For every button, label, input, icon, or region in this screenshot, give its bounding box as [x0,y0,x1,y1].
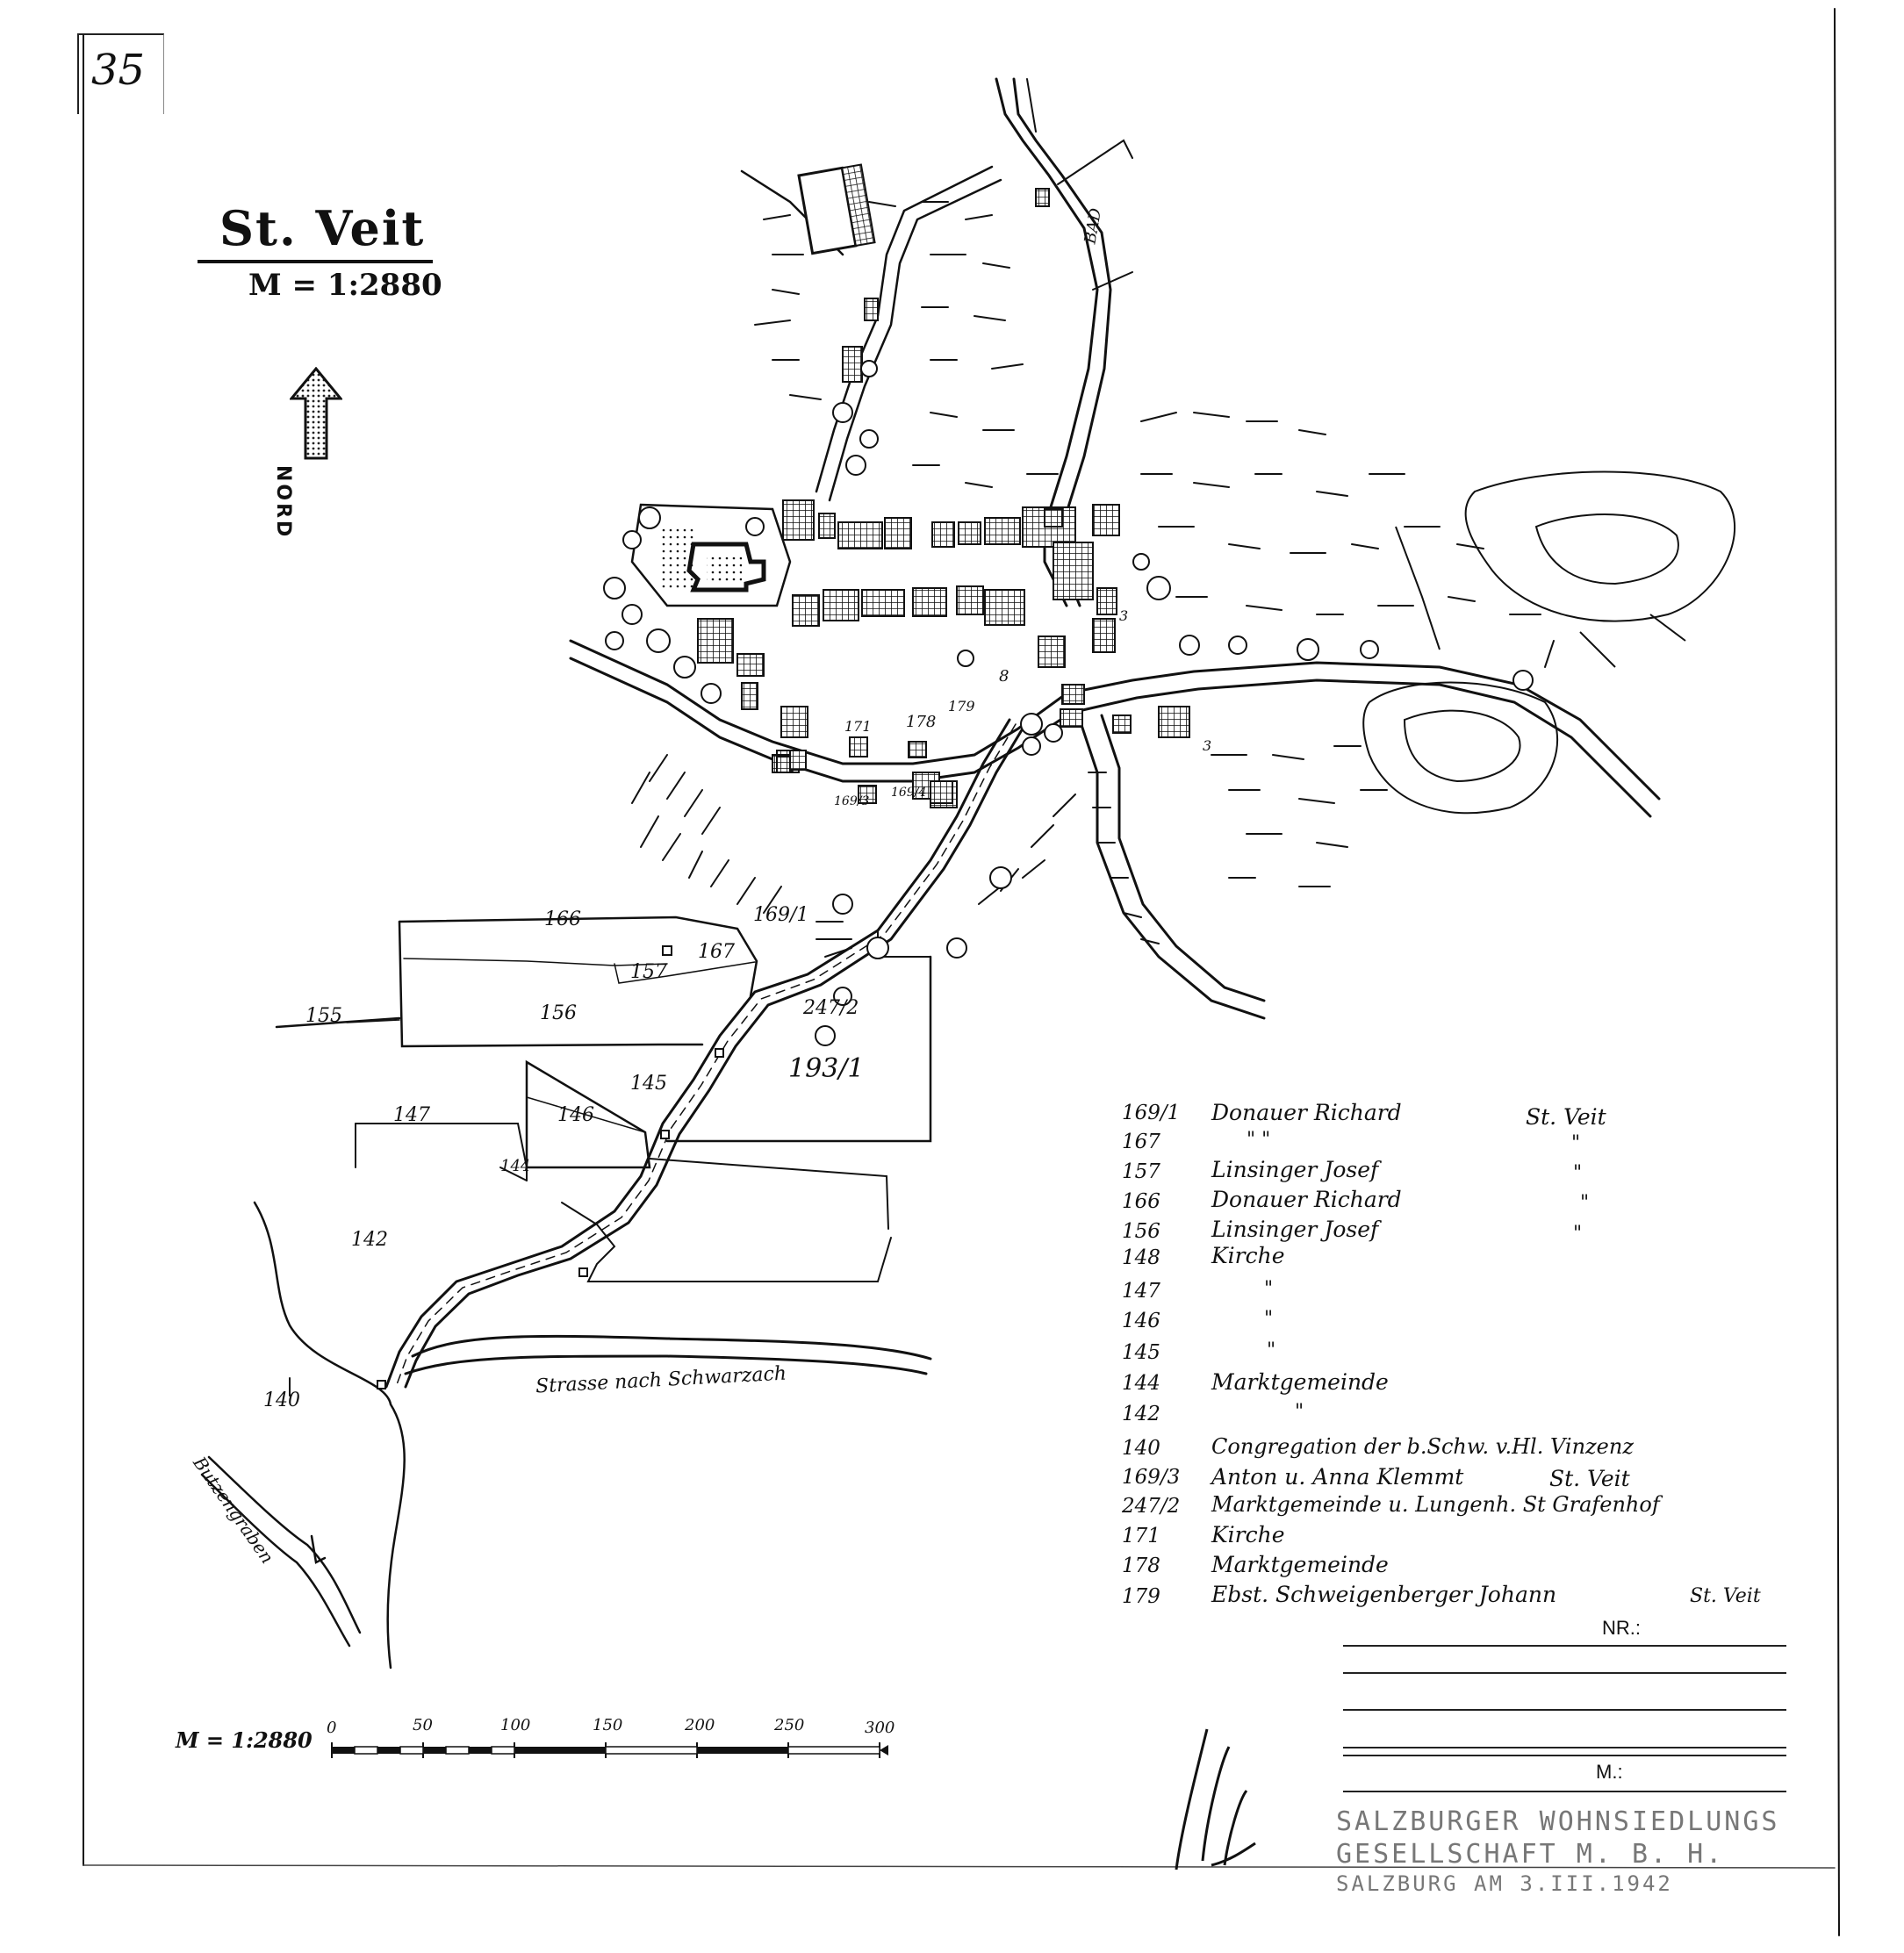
legend-place: " [1580,1192,1590,1214]
stamp-line-2: GESELLSCHAFT M. B. H. [1336,1839,1725,1870]
nr-label: NR.: [1602,1617,1641,1639]
legend-place: " [1573,1162,1583,1184]
legend-num: 166 [1122,1190,1160,1213]
legend-num: 144 [1122,1372,1160,1395]
parcel-155: 155 [305,1005,342,1027]
legend-name: " [1295,1401,1304,1423]
scale-bar-label: M = 1:2880 [176,1727,313,1753]
legend-num: 171 [1122,1525,1160,1547]
form-line [1343,1645,1786,1647]
legend-name: Kirche [1211,1522,1285,1547]
legend-name: " [1267,1339,1276,1361]
stamp-line-1: SALZBURGER WOHNSIEDLUNGS [1336,1806,1780,1837]
legend-place: " [1571,1132,1581,1154]
form-line [1343,1709,1786,1711]
parcel-167: 167 [698,941,735,963]
legend-name: Congregation der b.Schw. v.Hl. Vinzenz [1211,1434,1634,1459]
stamp-line-3: SALZBURG AM 3.III.1942 [1336,1871,1673,1896]
legend-num: 147 [1122,1280,1160,1303]
legend-name: Linsinger Josef [1211,1217,1379,1242]
form-line [1343,1747,1786,1748]
legend-num: 179 [1122,1585,1160,1608]
parcel-146: 146 [557,1104,594,1126]
map-title: St. Veit [219,200,426,256]
parcel-166: 166 [544,908,581,930]
parcel-247-2: 247/2 [803,997,859,1019]
parcel-8: 8 [999,667,1009,686]
legend-name: Ebst. Schweigenberger Johann [1211,1582,1557,1607]
legend-name: Anton u. Anna Klemmt [1211,1464,1464,1490]
form-line [1343,1791,1786,1792]
map-scale: M = 1:2880 [248,268,442,303]
form-line [1343,1755,1786,1756]
stream-label: Butzengraben [189,1453,278,1568]
legend-num: 169/1 [1122,1102,1181,1124]
legend-name: Marktgemeinde [1211,1369,1389,1395]
road-label: Strasse nach Schwarzach [535,1362,787,1398]
parcel-178: 178 [906,713,937,731]
form-line [1343,1672,1786,1674]
sheet-number: 35 [91,46,146,95]
parcel-169-1: 169/1 [753,904,809,926]
parcel-147: 147 [393,1104,430,1126]
scale-tick-label: 250 [774,1716,805,1734]
m-label: M.: [1596,1761,1623,1783]
parcel-193-1: 193/1 [788,1053,865,1084]
scale-tick-label: 150 [593,1716,623,1734]
legend-num: 247/2 [1122,1495,1181,1518]
legend-num: 169/3 [1122,1466,1181,1489]
parcel-145: 145 [630,1073,667,1095]
legend-place: St. Veit [1549,1466,1630,1491]
parcel-169-4: 169/4 [891,786,927,800]
legend-name: " " [1247,1129,1271,1151]
scale-tick-label: 200 [685,1716,715,1734]
legend-place: St. Veit [1526,1104,1606,1130]
legend-num: 178 [1122,1555,1160,1577]
legend-name: " [1264,1278,1274,1300]
parcel-144: 144 [500,1157,531,1175]
legend-name: Linsinger Josef [1211,1157,1379,1182]
legend-name: Kirche [1211,1243,1285,1268]
legend-num: 145 [1122,1341,1160,1364]
bath-label: BAD [1081,206,1106,246]
parcel-3a: 3 [1119,607,1129,624]
scale-tick-label: 0 [327,1719,337,1737]
legend-num: 167 [1122,1131,1160,1153]
legend-num: 148 [1122,1246,1160,1269]
parcel-140: 140 [263,1389,300,1411]
legend-num: 142 [1122,1403,1160,1425]
scale-tick-label: 50 [413,1716,433,1734]
scale-tick-label: 300 [865,1719,895,1737]
legend-name: Donauer Richard [1211,1187,1402,1212]
legend-place: " [1573,1223,1583,1245]
parcel-142: 142 [351,1229,388,1251]
legend-place: St. Veit [1690,1585,1761,1607]
parcel-171: 171 [844,718,872,735]
parcel-179: 179 [948,698,975,714]
parcel-3b: 3 [1203,737,1212,754]
signature [1159,1712,1264,1878]
legend-num: 140 [1122,1437,1160,1460]
parcel-156: 156 [540,1002,577,1024]
parcel-169-3: 169/3 [834,794,870,808]
legend-name: Marktgemeinde [1211,1552,1389,1577]
legend-name: Donauer Richard [1211,1100,1402,1125]
north-label: NORD [272,465,294,540]
legend-num: 157 [1122,1160,1160,1183]
legend-name: " [1264,1308,1274,1330]
legend-name: Marktgemeinde u. Lungenh. St Grafenhof [1211,1492,1660,1517]
parcel-157: 157 [630,961,667,983]
scale-tick-label: 100 [500,1716,531,1734]
legend-num: 146 [1122,1310,1160,1332]
legend-num: 156 [1122,1220,1160,1243]
